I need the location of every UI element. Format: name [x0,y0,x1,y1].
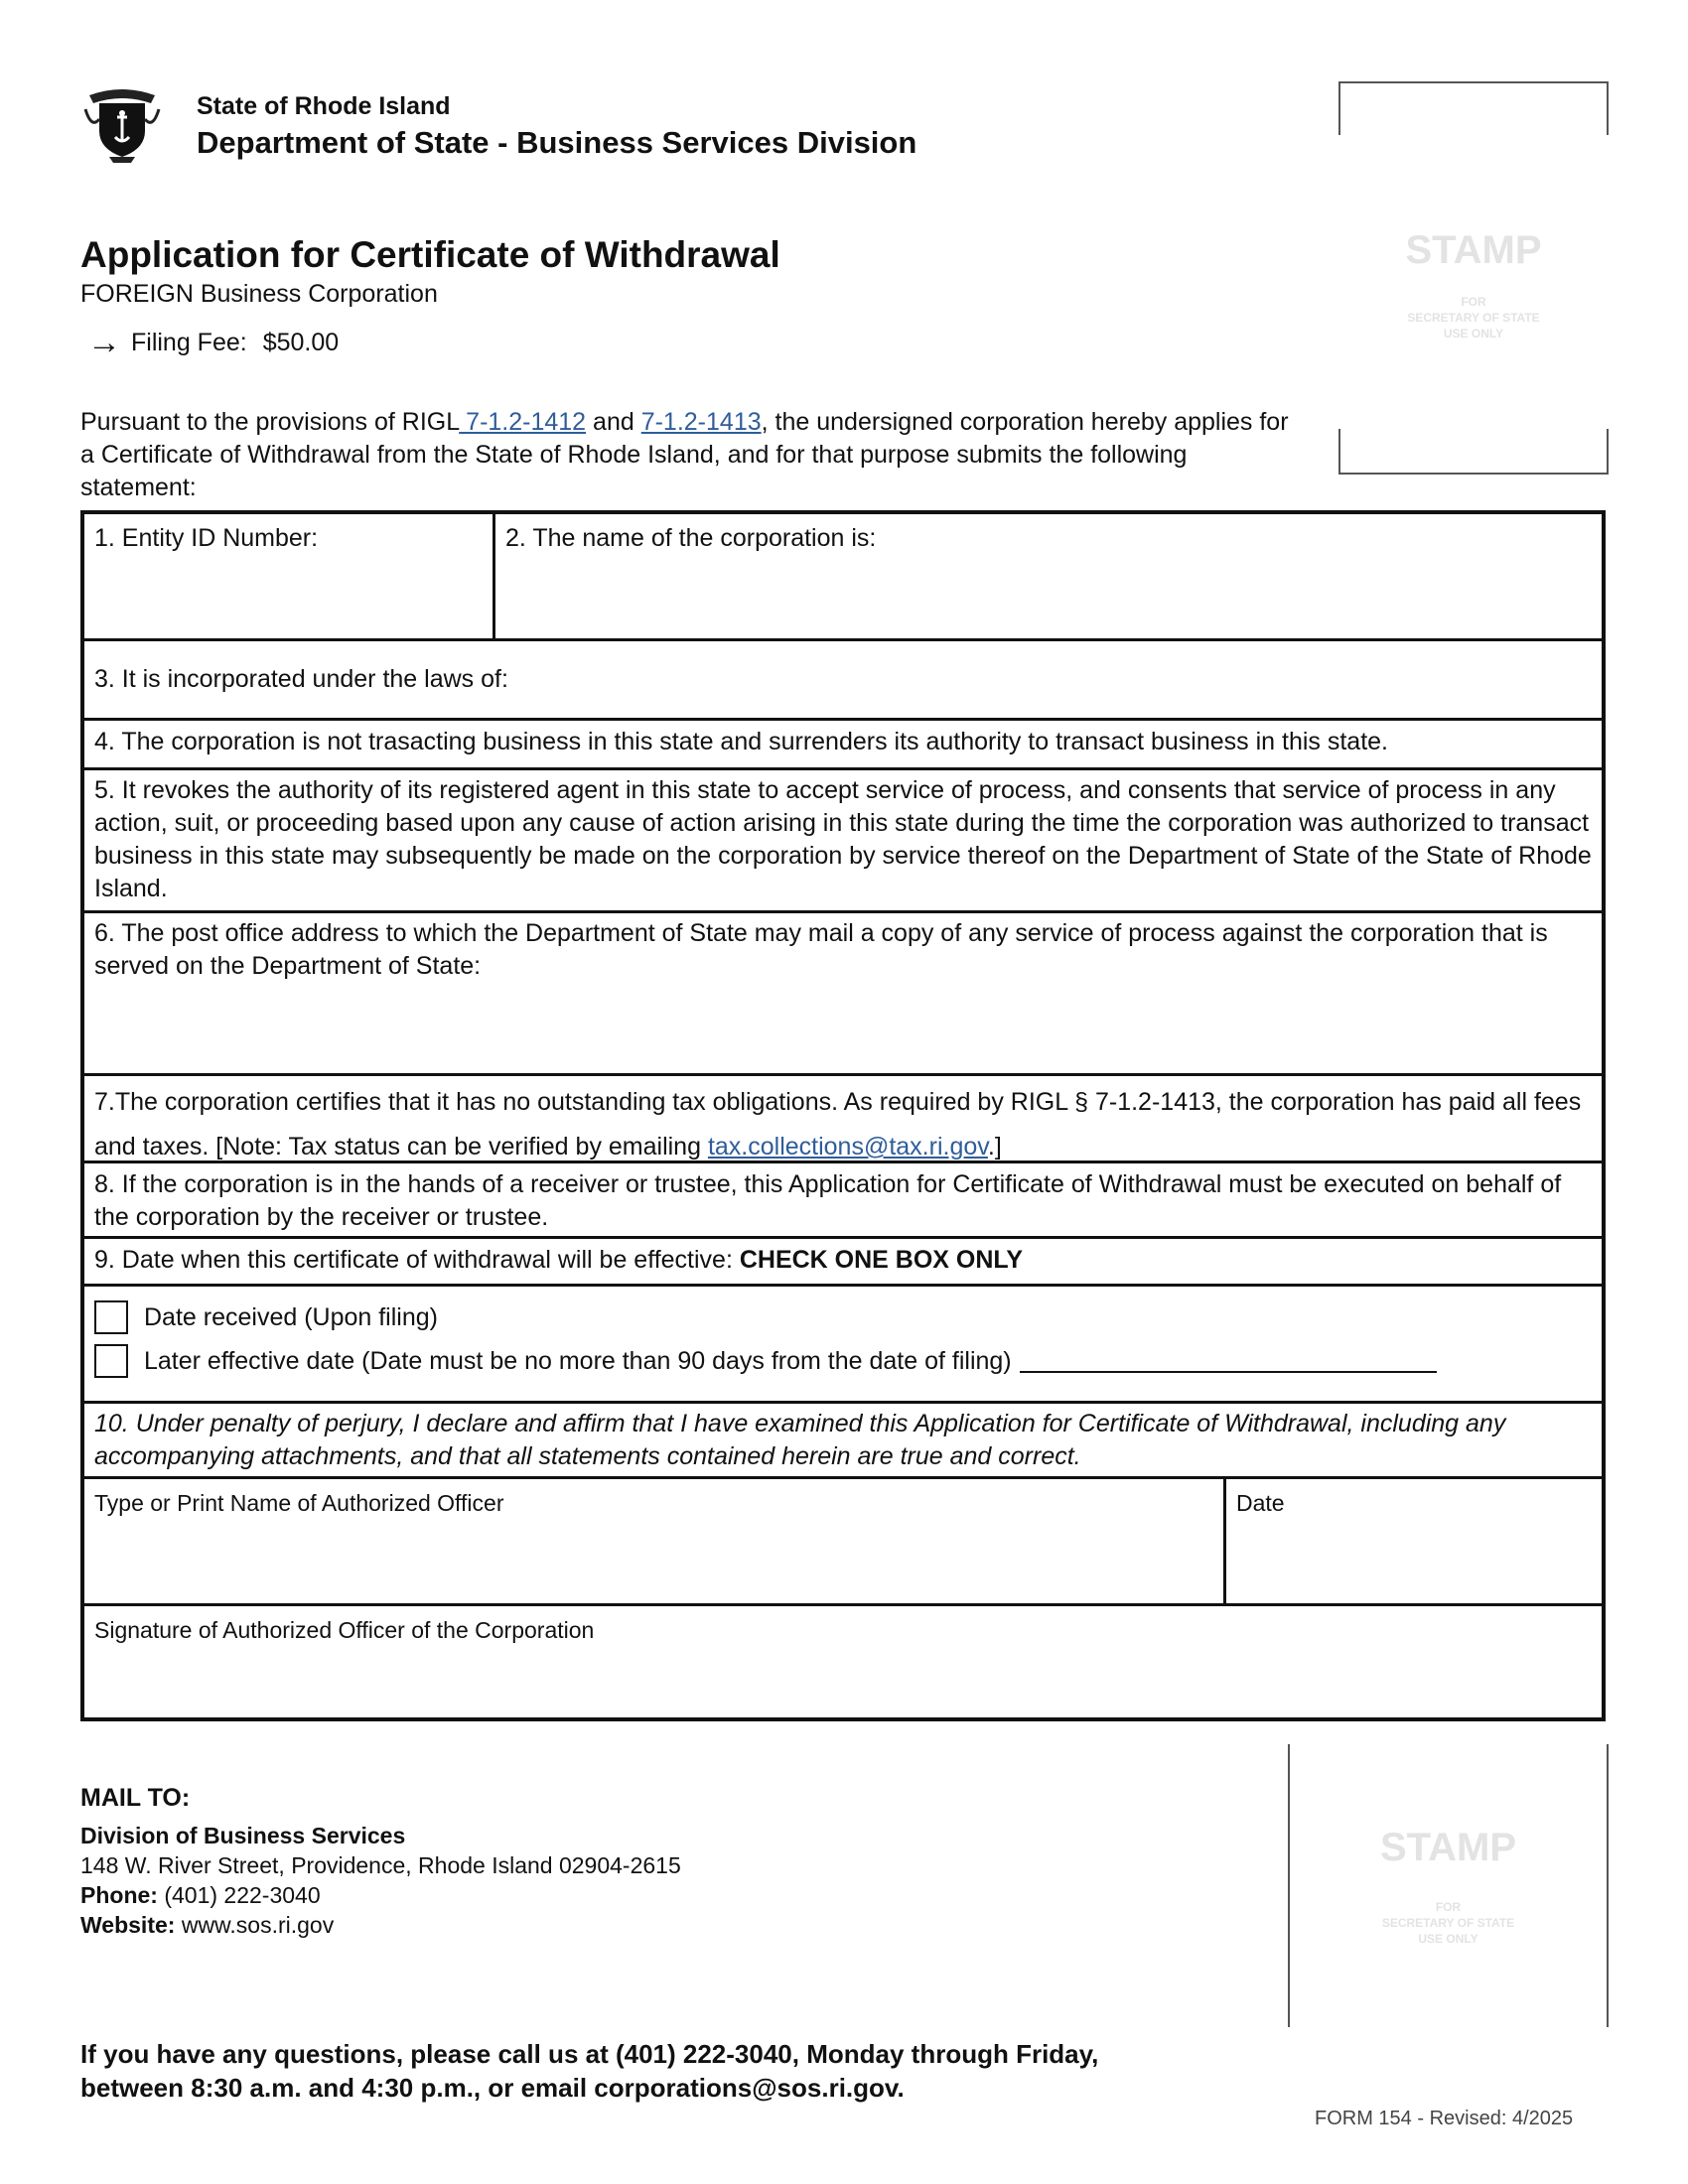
statement-9-text: 9. Date when this certificate of withdrawal will be effective: [94,1246,740,1274]
date-received-label: Date received (Upon filing) [144,1302,438,1331]
arrow-right-icon: → [87,324,121,361]
later-date-label: Later effective date (Date must be no more than 90 days from the date of filing) [144,1346,1012,1375]
form-row-7 [84,1076,1602,1163]
form-row-officer [84,1479,1602,1606]
stamp-line-3-bottom: USE ONLY [1418,1932,1478,1946]
later-date-blank[interactable] [1020,1349,1437,1373]
statement-6: 6. The post office address to which the Department of State may mail a copy of any service of process against the corporation that is served on the Department of State: [94,919,1548,980]
form-row-1 [84,514,1602,641]
stamp-box-bottom [1288,1744,1609,2027]
date-field[interactable] [1226,1479,1602,1603]
page-subtitle: FOREIGN Business Corporation [80,280,438,308]
intro-text-end: , the undersigned corporation hereby applies for a Certificate of Withdrawal from the State of Rhode Island, and for that purpose submits the following statement: [80,408,1289,501]
form-row-4 [84,721,1602,770]
incorporation-field[interactable] [84,641,1602,721]
statement-7 [84,1076,1602,1160]
entity-id-field[interactable] [84,514,495,638]
mail-street: 148 W. River Street, Providence, Rhode Island 02904-2615 [80,1852,681,1878]
stamp-line-2-bottom: SECRETARY OF STATE [1381,1916,1515,1930]
form-row-9 [84,1239,1602,1287]
page-title: Application for Certificate of Withdrawal [80,234,780,275]
website-label: Website: [80,1912,176,1938]
date-label: Date [1236,1490,1285,1516]
questions-line-1: If you have any questions, please call us at (401) 222-3040, Monday through Friday, [80,2039,1099,2069]
form-row-10 [84,1404,1602,1479]
later-date-checkbox[interactable] [94,1344,128,1378]
filing-fee [87,326,339,359]
questions-line-2: between 8:30 a.m. and 4:30 p.m., or email corporations@sos.ri.gov. [80,2073,905,2103]
incorporation-label: 3. It is incorporated under the laws of: [94,665,508,693]
form-row-5 [84,770,1602,913]
check-one-instruction: CHECK ONE BOX ONLY [739,1246,1024,1274]
phone-label: Phone: [80,1882,158,1908]
questions-notice [80,2037,1098,2105]
stamp-box-top [1338,81,1609,475]
filing-fee-label: Filing Fee: [131,328,247,356]
stamp-line-1-bottom: FOR [1435,1900,1462,1914]
filing-fee-amount: $50.00 [262,328,340,356]
date-received-checkbox[interactable] [94,1300,128,1334]
rigl-1412-link[interactable]: 7-1.2-1412 [459,408,587,436]
stamp-title: STAMP [1405,228,1542,272]
state-seal [79,79,165,165]
statement-5: 5. It revokes the authority of its registered agent in this state to accept service of process, and consents that service of process in any action, suit, or proceeding based upon any cause of action arising in this state during the time the corporation was authorized to transact business in this state may subsequently be made on the corporation by service thereof on the Department of State of the State of Rhode Island. [94,776,1592,902]
stamp-title-bottom: STAMP [1379,1826,1517,1869]
intro-statement [80,406,1302,504]
form-number: FORM 154 - Revised: 4/2025 [1315,2108,1574,2129]
mail-division: Division of Business Services [80,1823,406,1848]
statement-4: 4. The corporation is not trasacting business in this state and surrenders its authority to transact business in this state. [94,728,1388,755]
application-form [80,510,1606,1721]
statement-9 [84,1239,1602,1284]
effective-date-options [84,1287,1602,1404]
mail-to-heading: MAIL TO: [80,1784,191,1812]
intro-text-mid: and [586,408,641,436]
signature-field[interactable] [84,1606,1602,1717]
entity-id-label: 1. Entity ID Number: [94,524,319,552]
state-name: State of Rhode Island [197,92,451,120]
mailing-address-field[interactable] [84,913,1602,1076]
stamp-line-2: SECRETARY OF STATE [1407,311,1540,325]
department-name: Department of State - Business Services Division [197,125,917,160]
intro-text-start: Pursuant to the provisions of RIGL [80,408,460,436]
mail-address-block [80,1821,681,1940]
website-value: www.sos.ri.gov [175,1912,335,1938]
statement-7-end: .] [987,1133,1002,1160]
rigl-1413-link[interactable]: 7-1.2-1413 [640,408,762,436]
statement-7-text: 7.The corporation certifies that it has no outstanding tax obligations. As required by RIGL § 7-1.2-1413, the corporation has paid all fees and taxes. [Note: Tax status can be verified by emailing [94,1088,1582,1160]
stamp-line-1: FOR [1461,295,1486,309]
tax-email-link[interactable]: tax.collections@tax.ri.gov [707,1133,988,1160]
form-row-8 [84,1163,1602,1239]
stamp-line-3: USE ONLY [1443,327,1504,341]
mail-phone [80,1880,681,1910]
mail-website [80,1910,681,1940]
option-later-date[interactable] [94,1344,1602,1378]
phone-value: (401) 222-3040 [157,1882,321,1908]
statement-8: 8. If the corporation is in the hands of a receiver or trustee, this Application for Certificate of Withdrawal must be executed on behalf of the corporation by the receiver or trustee. [94,1170,1562,1231]
officer-name-field[interactable] [84,1479,1226,1603]
corporation-name-label: 2. The name of the corporation is: [505,524,877,552]
signature-label: Signature of Authorized Officer of the Corporation [94,1617,595,1643]
officer-name-label: Type or Print Name of Authorized Officer [94,1490,504,1516]
option-date-received[interactable] [94,1300,1602,1334]
corporation-name-field[interactable] [495,514,1602,638]
perjury-declaration: 10. Under penalty of perjury, I declare and affirm that I have examined this Application for Certificate of Withdrawal, including any accompanying attachments, and that all statements contained herein are true and correct. [94,1410,1506,1470]
